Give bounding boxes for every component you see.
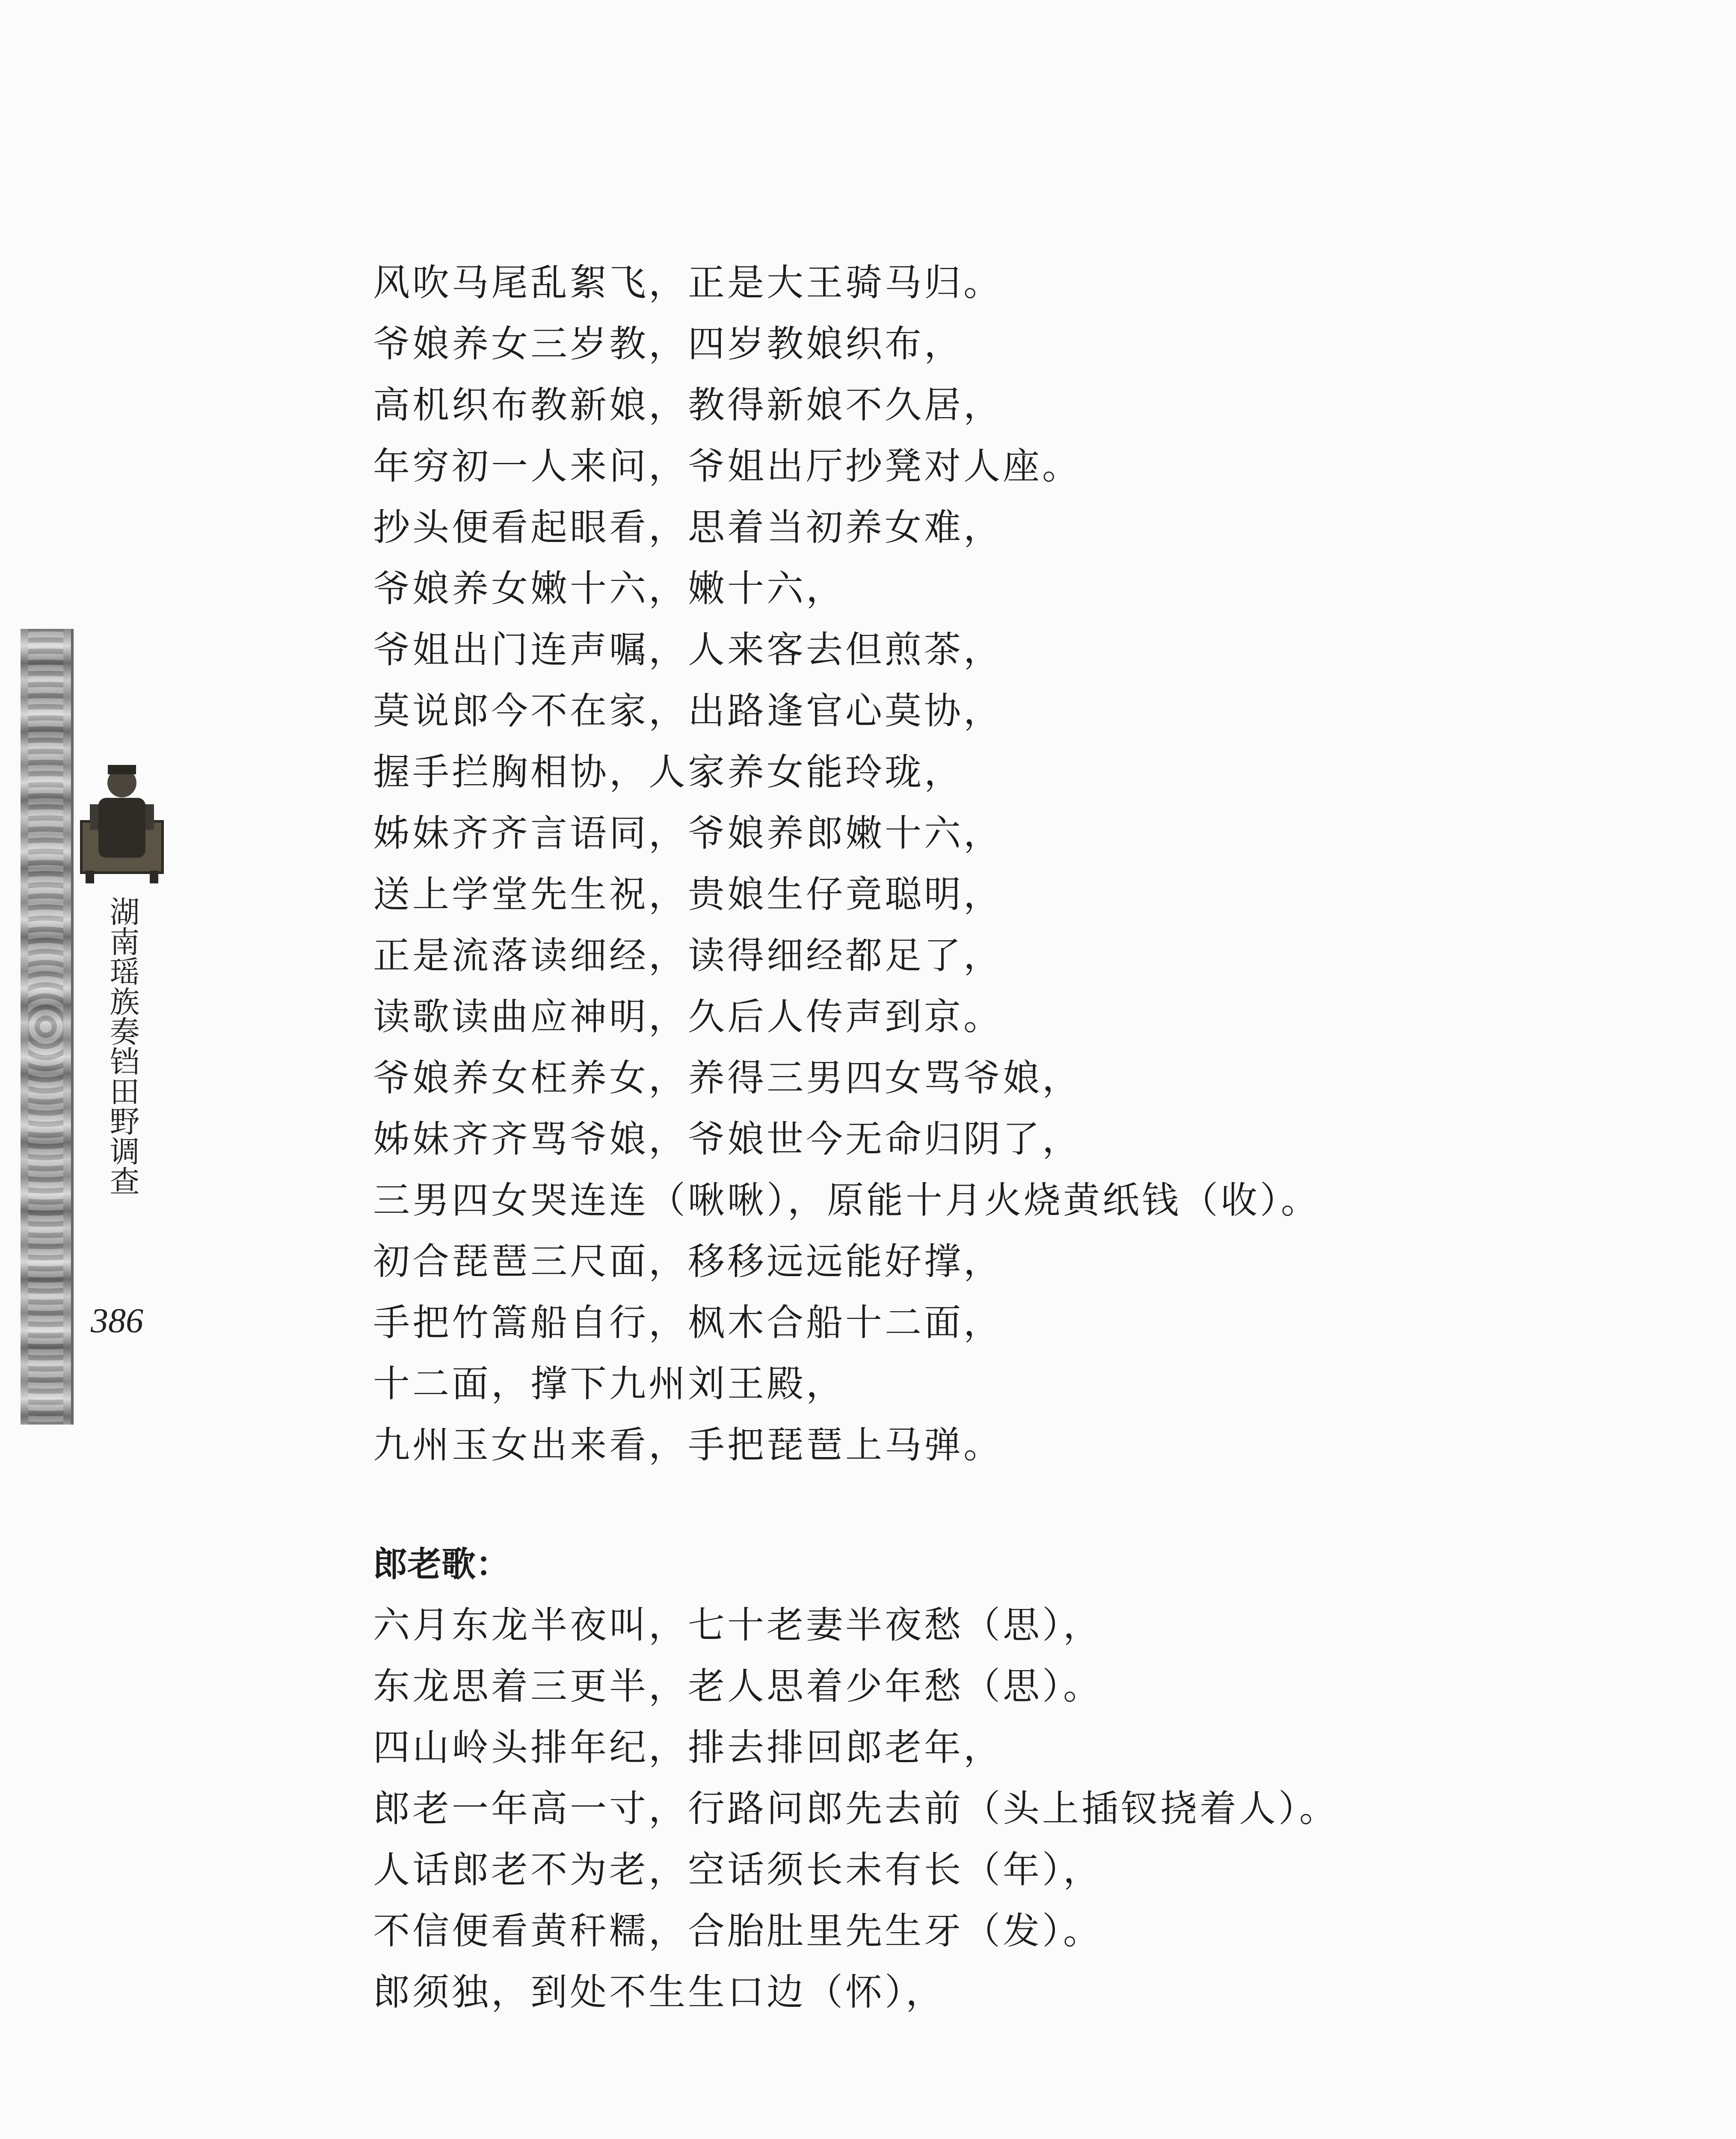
text-line: 莫说郎今不在家，出路逢官心莫协， <box>373 690 1003 732</box>
text-line: 不信便看黄秆糯，合胎肚里先生牙（发）。 <box>373 1910 1102 1952</box>
book-title-vertical: 湖南瑶族奏铛田野调查 <box>105 896 140 1196</box>
text-line: 爷娘养女三岁教，四岁教娘织布， <box>373 323 963 365</box>
poem-section-1 <box>373 252 1656 1476</box>
text-line: 读歌读曲应神明，久后人传声到京。 <box>373 995 1003 1038</box>
text-line: 九州玉女出来看，手把琵琶上马弹。 <box>373 1424 1003 1466</box>
text-line: 郎须独，到处不生生口边（怀）， <box>373 1971 945 2014</box>
decorative-side-band <box>21 629 74 1425</box>
section-heading: 郎老歌： <box>373 1544 510 1584</box>
text-line: 东龙思着三更半，老人思着少年愁（思）。 <box>373 1665 1102 1708</box>
text-line: 手把竹篙船自行，枫木合船十二面， <box>373 1301 1003 1344</box>
seated-figure-image <box>73 757 171 886</box>
main-text <box>373 252 1656 2023</box>
text-line: 高机织布教新娘，教得新娘不久居， <box>373 384 1003 427</box>
text-line: 郎老一年高一寸，行路问郎先去前（头上插钗挠着人）。 <box>373 1787 1339 1830</box>
text-line: 人话郎老不为老，空话须长未有长（年）， <box>373 1849 1102 1891</box>
text-line: 送上学堂先生祝，贵娘生仔竟聪明， <box>373 873 1003 916</box>
text-line: 握手拦胸相协，人家养女能玲珑， <box>373 751 963 794</box>
text-line: 爷娘养女嫩十六，嫩十六， <box>373 567 845 610</box>
text-line: 抄头便看起眼看，思着当初养女难， <box>373 506 1003 549</box>
text-line: 六月东龙半夜叫，七十老妻半夜愁（思）， <box>373 1604 1102 1647</box>
page-number: 386 <box>91 1301 143 1340</box>
poem-section-2 <box>373 1534 1656 2023</box>
text-line: 十二面，撑下九州刘王殿， <box>373 1363 845 1405</box>
text-line: 三男四女哭连连（啾啾），原能十月火烧黄纸钱（收）。 <box>373 1179 1320 1222</box>
text-line: 姊妹齐齐骂爷娘，爷娘世今无命归阴了， <box>373 1118 1081 1161</box>
text-line: 风吹马尾乱絮飞，正是大王骑马归。 <box>373 261 1003 304</box>
text-line: 初合琵琶三尺面，移移远远能好撑， <box>373 1240 1003 1283</box>
text-line: 年穷初一人来问，爷姐出厅抄凳对人座。 <box>373 445 1081 488</box>
text-line: 四山岭头排年纪，排去排回郎老年， <box>373 1726 1003 1769</box>
text-line: 爷姐出门连声嘱，人来客去但煎茶， <box>373 628 1003 671</box>
text-line: 爷娘养女枉养女，养得三男四女骂爷娘， <box>373 1057 1081 1099</box>
text-line: 姊妹齐齐言语同，爷娘养郎嫩十六， <box>373 812 1003 855</box>
text-line: 正是流落读细经，读得细经都足了， <box>373 934 1003 977</box>
